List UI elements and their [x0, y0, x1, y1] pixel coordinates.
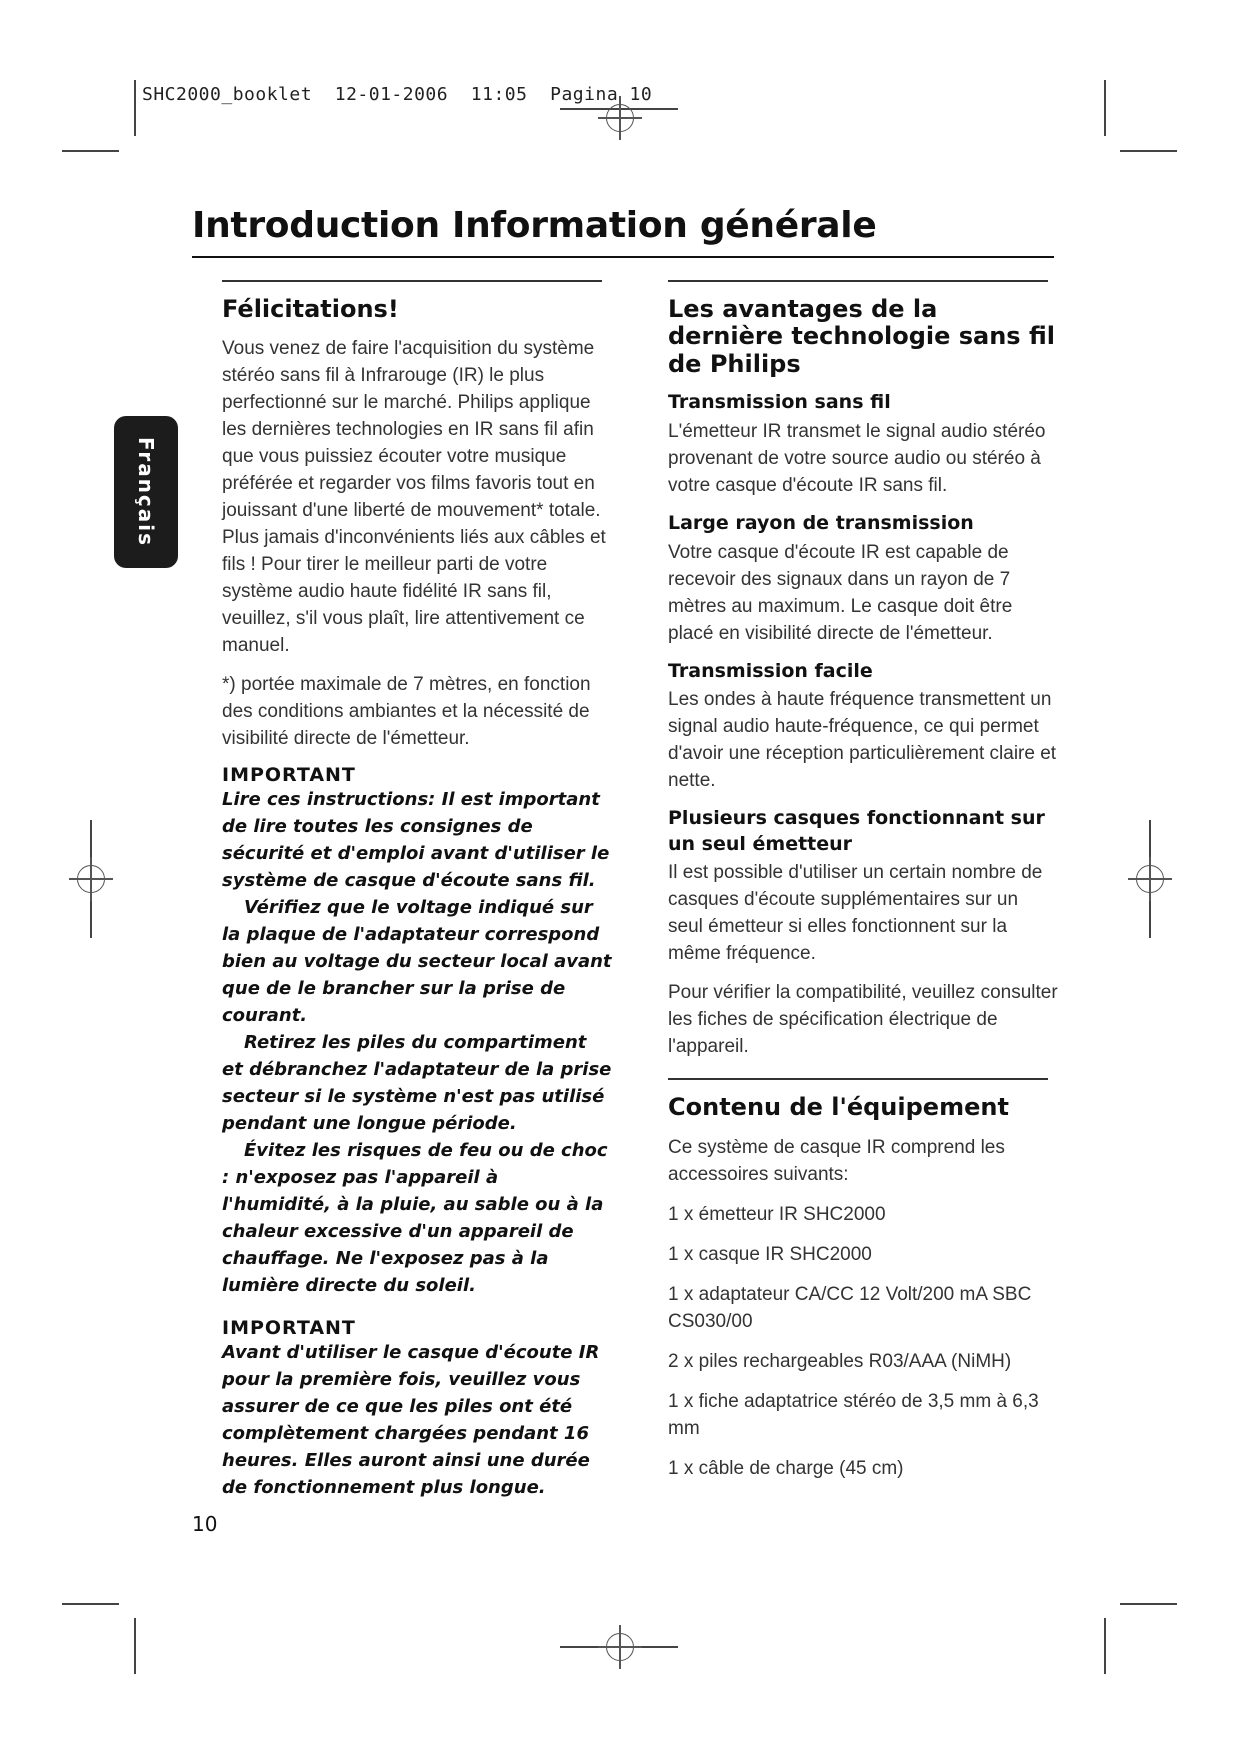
contents-list — [668, 1134, 1058, 1482]
print-slug: SHC2000_booklet 12-01-2006 11:05 Pagina 10 — [142, 84, 653, 105]
important-battery-note: Avant d'utiliser le casque d'écoute IR pour la première fois, veuillez vous assurer de ce que les piles ont été complètement chargées pendant 16 heures. Elles auront ainsi une durée de fonctionnement plus longue. — [222, 1342, 600, 1499]
page-number: 10 — [192, 1512, 218, 1536]
contents-heading: Contenu de l'équipement — [668, 1092, 1009, 1121]
contents-intro: Ce système de casque IR comprend les accessoires suivants: — [668, 1136, 1005, 1185]
crop-mark-left-horizontal-bottom — [62, 1603, 119, 1605]
crop-mark-left-vertical-top — [134, 80, 136, 136]
feature-text: L'émetteur IR transmet le signal audio stéréo provenant de votre source audio ou stéréo à votre casque d'écoute IR sans fil. — [668, 420, 1046, 496]
language-tab — [114, 416, 178, 568]
left-column — [222, 280, 612, 1501]
important-instruction-4: Évitez les risques de feu ou de choc : n'exposez pas l'appareil à l'humidité, à la pluie, au sable ou à la chaleur excessive d'un appareil de chauffage. Ne l'exposez pas à la lumière directe du soleil. — [222, 1140, 608, 1297]
intro-paragraph: Vous venez de faire l'acquisition du système stéréo sans fil à Infrarouge (IR) le plus perfectionné sur le marché. Philips applique les dernières technologies en IR sans fil afin que vous puissiez écouter votre musique préférée et regarder vos films favoris tout en jouissant d'une liberté de mouvement* totale. Plus jamais d'inconvénients liés aux câbles et fils ! Pour tirer le meilleur parti de votre système audio haute fidélité IR sans fil, veuillez, s'il vous plaît, lire attentivement ce manuel. — [222, 338, 606, 657]
congratulations-heading: Félicitations! — [222, 294, 399, 323]
important-instruction-3: Retirez les piles du compartiment et débranchez l'adaptateur de la prise secteur si le système n'est pas utilisé pendant une longue période. — [222, 1032, 612, 1135]
page-title: Introduction Information générale — [192, 205, 877, 246]
registration-crosshair-right — [1128, 857, 1172, 901]
section-rule — [668, 280, 1048, 282]
feature-title: Large rayon de transmission — [668, 511, 974, 534]
list-item: 1 x adaptateur CA/CC 12 Volt/200 mA SBC CS030/00 — [668, 1283, 1032, 1332]
crop-mark-right-vertical-top — [1104, 80, 1106, 136]
section-rule — [222, 280, 602, 282]
advantages-heading: Les avantages de la dernière technologie sans fil de Philips — [668, 294, 1055, 378]
feature-title: Transmission sans fil — [668, 391, 891, 414]
important-instruction-1: Lire ces instructions: Il est important de lire toutes les consignes de sécurité et d'emploi avant d'utiliser le système de casque d'écoute sans fil. — [222, 789, 610, 892]
important-heading: IMPORTANT — [222, 764, 356, 787]
title-rule — [192, 256, 1054, 258]
important-instruction-2: Vérifiez que le voltage indiqué sur la plaque de l'adaptateur correspond bien au voltage du secteur local avant que de le brancher sur la prise de courant. — [222, 897, 612, 1027]
list-item: 1 x casque IR SHC2000 — [668, 1243, 872, 1265]
registration-crosshair-left — [69, 857, 113, 901]
list-item: 1 x câble de charge (45 cm) — [668, 1457, 904, 1479]
crop-mark-left-vertical-bottom — [134, 1618, 136, 1674]
feature-text: Votre casque d'écoute IR est capable de recevoir des signaux dans un rayon de 7 mètres au maximum. Le casque doit être placé en visibilité directe de l'émetteur. — [668, 541, 1013, 644]
section-rule — [668, 1078, 1048, 1080]
list-item: 2 x piles rechargeables R03/AAA (NiMH) — [668, 1350, 1012, 1372]
crop-mark-right-vertical-bottom — [1104, 1618, 1106, 1674]
registration-crosshair-bottom — [598, 1625, 642, 1669]
compatibility-note: Pour vérifier la compatibilité, veuillez consulter les fiches de spécification électrique de l'appareil. — [668, 982, 1058, 1058]
crop-mark-right-horizontal-bottom — [1120, 1603, 1177, 1605]
list-item: 1 x émetteur IR SHC2000 — [668, 1203, 886, 1225]
list-item: 1 x fiche adaptatrice stéréo de 3,5 mm à 6,3 mm — [668, 1390, 1039, 1439]
important-heading-2: IMPORTANT — [222, 1317, 356, 1340]
right-column — [668, 280, 1058, 1495]
feature-title: Plusieurs casques fonctionnant sur un seul émetteur — [668, 807, 1045, 855]
footnote-paragraph: *) portée maximale de 7 mètres, en fonction des conditions ambiantes et la nécessité de visibilité directe de l'émetteur. — [222, 674, 591, 750]
feature-text: Les ondes à haute fréquence transmettent un signal audio haute-fréquence, ce qui permet d'avoir une réception particulièrement claire et nette. — [668, 689, 1057, 792]
crop-mark-left-horizontal-top — [62, 150, 119, 152]
feature-title: Transmission facile — [668, 659, 873, 682]
language-tab-label: Français — [134, 436, 158, 548]
feature-text: Il est possible d'utiliser un certain nombre de casques d'écoute supplémentaires sur un seul émetteur si elles fonctionnent sur la même fréquence. — [668, 862, 1043, 965]
crop-mark-right-horizontal-top — [1120, 150, 1177, 152]
